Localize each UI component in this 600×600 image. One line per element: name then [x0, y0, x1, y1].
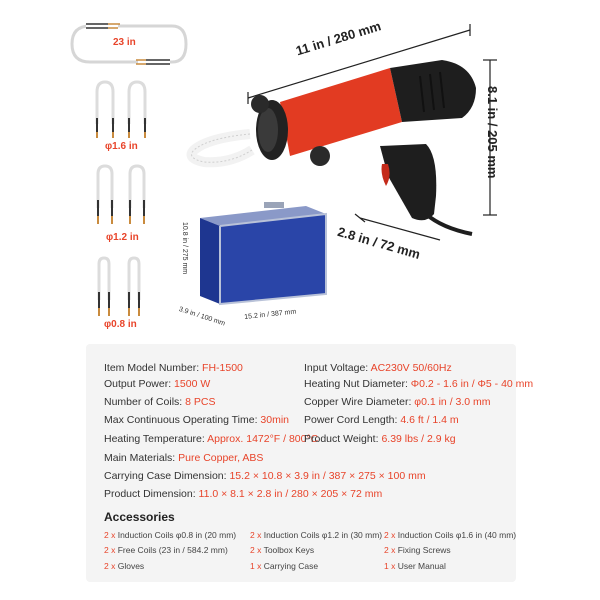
- spec-materials: Main Materials: Pure Copper, ABS: [104, 452, 264, 464]
- accessory-item: 2 x Free Coils (23 in / 584.2 mm): [104, 545, 228, 555]
- width-dimension: 2.8 in / 72 mm: [335, 224, 422, 262]
- coil-b-label: φ1.2 in: [106, 232, 139, 243]
- accessories-title: Accessories: [104, 510, 175, 524]
- spec-operating-time: Max Continuous Operating Time: 30min: [104, 414, 290, 426]
- spec-product-dimension: Product Dimension: 11.0 × 8.1 × 2.8 in / 280 × 205 × 72 mm: [104, 488, 383, 500]
- carrying-case-image: [196, 196, 332, 308]
- height-dimension: 8.1 in / 205 mm: [485, 86, 500, 179]
- accessory-item: 2 x Induction Coils φ1.6 in (40 mm): [384, 530, 517, 540]
- accessory-item: 2 x Induction Coils φ0.8 in (20 mm): [104, 530, 237, 540]
- length-dimension: 11 in / 280 mm: [294, 18, 383, 59]
- spec-input-voltage: Input Voltage: AC230V 50/60Hz: [304, 362, 452, 374]
- accessory-item: 2 x Toolbox Keys: [250, 545, 315, 555]
- accessory-item: 2 x Fixing Screws: [384, 545, 451, 555]
- coil-c-label: φ0.8 in: [104, 319, 137, 330]
- spec-heating-temp: Heating Temperature: Approx. 1472°F / 800°C: [104, 433, 319, 445]
- spec-wire-diameter: Copper Wire Diameter: φ0.1 in / 3.0 mm: [304, 396, 491, 408]
- accessory-item: 2 x Induction Coils φ1.2 in (30 mm): [250, 530, 383, 540]
- coil-a-label: φ1.6 in: [105, 141, 138, 152]
- spec-cord-length: Power Cord Length: 4.6 ft / 1.4 m: [304, 414, 459, 426]
- case-width-dimension: 15.2 in / 387 mm: [244, 308, 297, 321]
- spec-nut-diameter: Heating Nut Diameter: Φ0.2 - 1.6 in / Φ5 - 40 mm: [304, 378, 534, 390]
- case-depth-dimension: 3.9 in / 100 mm: [177, 306, 226, 328]
- free-coil-label: 23 in: [113, 37, 136, 48]
- spec-case-dimension: Carrying Case Dimension: 15.2 × 10.8 × 3.9 in / 387 × 275 × 100 mm: [104, 470, 426, 482]
- spec-weight: Product Weight: 6.39 lbs / 2.9 kg: [304, 433, 456, 445]
- spec-model: Item Model Number: FH-1500: [104, 362, 243, 374]
- accessory-item: 1 x Carrying Case: [250, 561, 319, 571]
- spec-output-power: Output Power: 1500 W: [104, 378, 211, 390]
- accessory-item: 2 x Gloves: [104, 561, 145, 571]
- spec-coil-count: Number of Coils: 8 PCS: [104, 396, 216, 408]
- accessory-item: 1 x User Manual: [384, 561, 446, 571]
- case-height-dimension: 10.8 in / 275 mm: [181, 222, 188, 275]
